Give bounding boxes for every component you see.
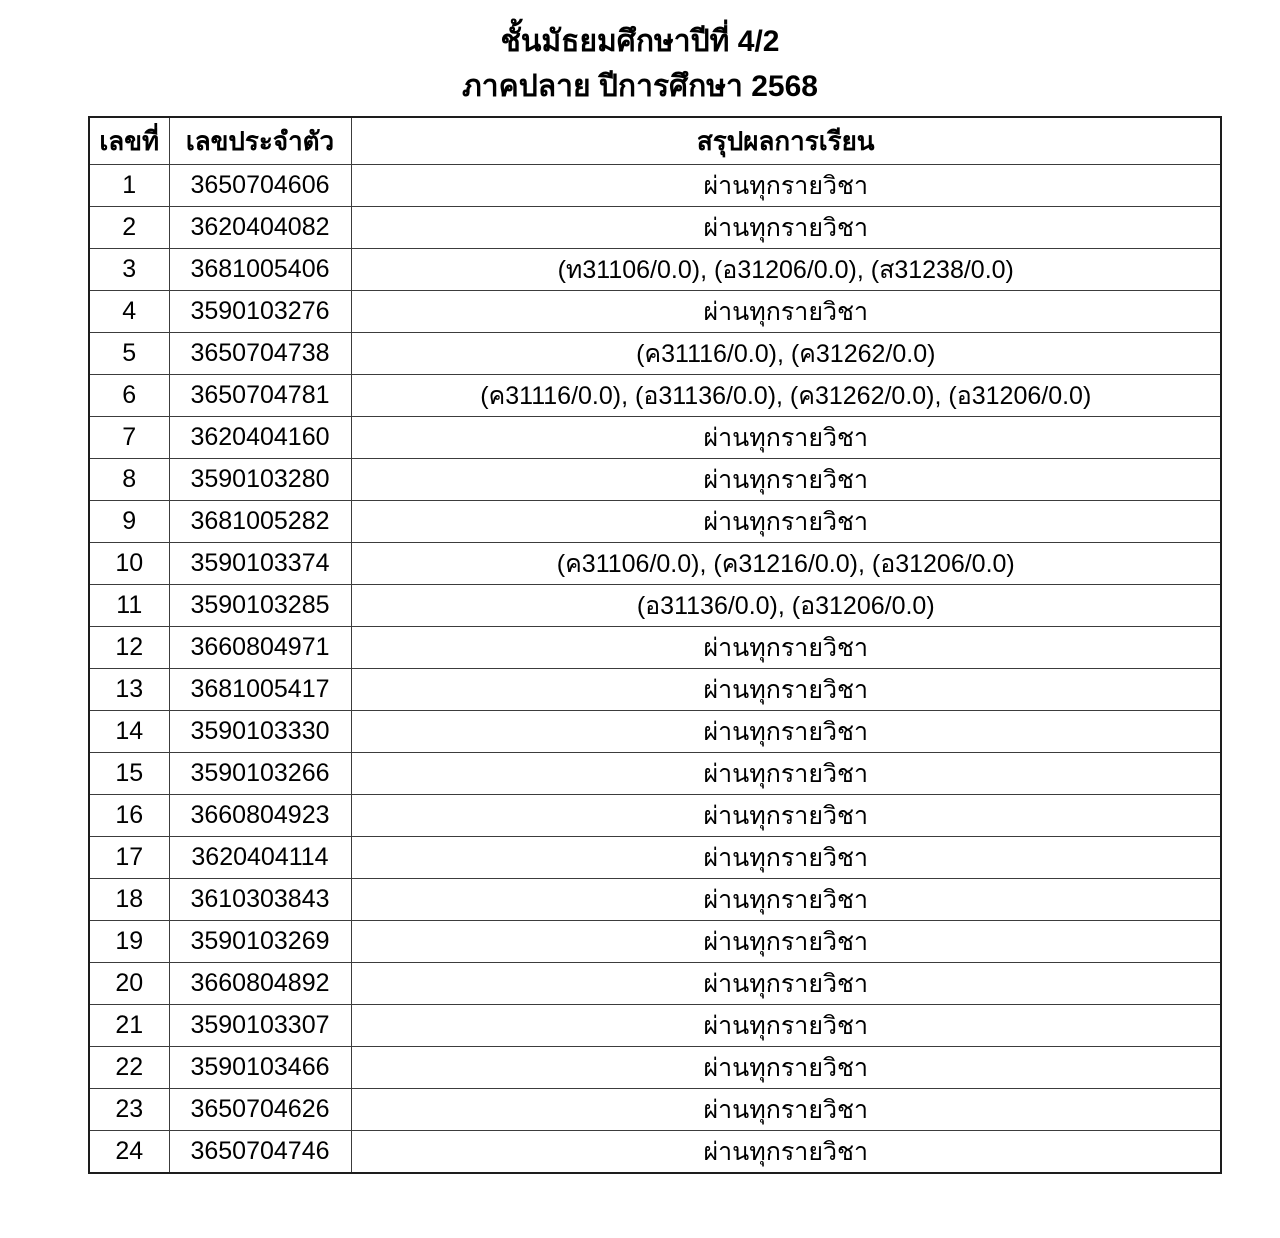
cell-summary: ผ่านทุกรายวิชา [351, 921, 1221, 963]
cell-no: 24 [89, 1131, 169, 1174]
cell-no: 13 [89, 669, 169, 711]
cell-no: 17 [89, 837, 169, 879]
table-row [89, 963, 1221, 1005]
cell-no: 11 [89, 585, 169, 627]
table-row [89, 627, 1221, 669]
cell-summary: ผ่านทุกรายวิชา [351, 963, 1221, 1005]
table-row [89, 795, 1221, 837]
cell-no: 2 [89, 207, 169, 249]
cell-student-id: 3660804923 [169, 795, 351, 837]
cell-summary: ผ่านทุกรายวิชา [351, 165, 1221, 207]
table-row [89, 291, 1221, 333]
cell-summary: ผ่านทุกรายวิชา [351, 753, 1221, 795]
cell-student-id: 3590103269 [169, 921, 351, 963]
cell-student-id: 3590103285 [169, 585, 351, 627]
cell-no: 9 [89, 501, 169, 543]
cell-no: 19 [89, 921, 169, 963]
cell-no: 16 [89, 795, 169, 837]
cell-student-id: 3620404082 [169, 207, 351, 249]
table-row [89, 501, 1221, 543]
cell-student-id: 3650704738 [169, 333, 351, 375]
table-row [89, 207, 1221, 249]
cell-no: 21 [89, 1005, 169, 1047]
cell-summary: ผ่านทุกรายวิชา [351, 1005, 1221, 1047]
cell-student-id: 3681005417 [169, 669, 351, 711]
table-row [89, 879, 1221, 921]
cell-summary: ผ่านทุกรายวิชา [351, 1089, 1221, 1131]
header-summary: สรุปผลการเรียน [351, 117, 1221, 165]
cell-student-id: 3681005282 [169, 501, 351, 543]
cell-summary: ผ่านทุกรายวิชา [351, 417, 1221, 459]
cell-summary: ผ่านทุกรายวิชา [351, 501, 1221, 543]
cell-student-id: 3620404160 [169, 417, 351, 459]
cell-no: 12 [89, 627, 169, 669]
table-row [89, 585, 1221, 627]
cell-summary: ผ่านทุกรายวิชา [351, 879, 1221, 921]
cell-summary: (ค31116/0.0), (อ31136/0.0), (ค31262/0.0), (อ31206/0.0) [351, 375, 1221, 417]
cell-student-id: 3610303843 [169, 879, 351, 921]
cell-summary: ผ่านทุกรายวิชา [351, 837, 1221, 879]
table-row [89, 921, 1221, 963]
cell-summary: ผ่านทุกรายวิชา [351, 1047, 1221, 1089]
cell-no: 15 [89, 753, 169, 795]
cell-no: 20 [89, 963, 169, 1005]
cell-student-id: 3650704626 [169, 1089, 351, 1131]
cell-no: 22 [89, 1047, 169, 1089]
header-row [89, 117, 1221, 165]
cell-student-id: 3590103276 [169, 291, 351, 333]
cell-summary: (อ31136/0.0), (อ31206/0.0) [351, 585, 1221, 627]
table-row [89, 1131, 1221, 1174]
cell-student-id: 3590103266 [169, 753, 351, 795]
cell-student-id: 3650704781 [169, 375, 351, 417]
table-row [89, 711, 1221, 753]
cell-summary: (ท31106/0.0), (อ31206/0.0), (ส31238/0.0) [351, 249, 1221, 291]
cell-no: 4 [89, 291, 169, 333]
table-row [89, 165, 1221, 207]
cell-student-id: 3620404114 [169, 837, 351, 879]
cell-student-id: 3681005406 [169, 249, 351, 291]
cell-student-id: 3590103307 [169, 1005, 351, 1047]
cell-student-id: 3650704606 [169, 165, 351, 207]
cell-summary: ผ่านทุกรายวิชา [351, 795, 1221, 837]
cell-summary: (ค31106/0.0), (ค31216/0.0), (อ31206/0.0) [351, 543, 1221, 585]
table-row [89, 459, 1221, 501]
page-title: ชั้นมัธยมศึกษาปีที่ 4/2 [500, 25, 780, 58]
table-row [89, 375, 1221, 417]
cell-student-id: 3590103330 [169, 711, 351, 753]
cell-no: 1 [89, 165, 169, 207]
table-row [89, 669, 1221, 711]
grades-table [88, 116, 1222, 1174]
cell-student-id: 3590103280 [169, 459, 351, 501]
cell-no: 6 [89, 375, 169, 417]
table-row [89, 333, 1221, 375]
cell-no: 14 [89, 711, 169, 753]
cell-summary: ผ่านทุกรายวิชา [351, 711, 1221, 753]
table-row [89, 1005, 1221, 1047]
cell-no: 3 [89, 249, 169, 291]
cell-summary: ผ่านทุกรายวิชา [351, 459, 1221, 501]
table-row [89, 543, 1221, 585]
cell-no: 23 [89, 1089, 169, 1131]
cell-student-id: 3660804971 [169, 627, 351, 669]
cell-summary: ผ่านทุกรายวิชา [351, 1131, 1221, 1174]
cell-summary: ผ่านทุกรายวิชา [351, 627, 1221, 669]
cell-no: 8 [89, 459, 169, 501]
cell-student-id: 3650704746 [169, 1131, 351, 1174]
cell-summary: ผ่านทุกรายวิชา [351, 207, 1221, 249]
table-row [89, 249, 1221, 291]
cell-summary: ผ่านทุกรายวิชา [351, 669, 1221, 711]
cell-summary: (ค31116/0.0), (ค31262/0.0) [351, 333, 1221, 375]
cell-no: 18 [89, 879, 169, 921]
cell-student-id: 3660804892 [169, 963, 351, 1005]
header-student-id: เลขประจำตัว [169, 117, 351, 165]
table-row [89, 417, 1221, 459]
cell-no: 5 [89, 333, 169, 375]
table-row [89, 1047, 1221, 1089]
header-no: เลขที่ [89, 117, 169, 165]
page-subtitle: ภาคปลาย ปีการศึกษา 2568 [462, 70, 818, 103]
table-row [89, 837, 1221, 879]
cell-student-id: 3590103466 [169, 1047, 351, 1089]
table-row [89, 1089, 1221, 1131]
cell-summary: ผ่านทุกรายวิชา [351, 291, 1221, 333]
cell-no: 10 [89, 543, 169, 585]
cell-no: 7 [89, 417, 169, 459]
cell-student-id: 3590103374 [169, 543, 351, 585]
table-row [89, 753, 1221, 795]
